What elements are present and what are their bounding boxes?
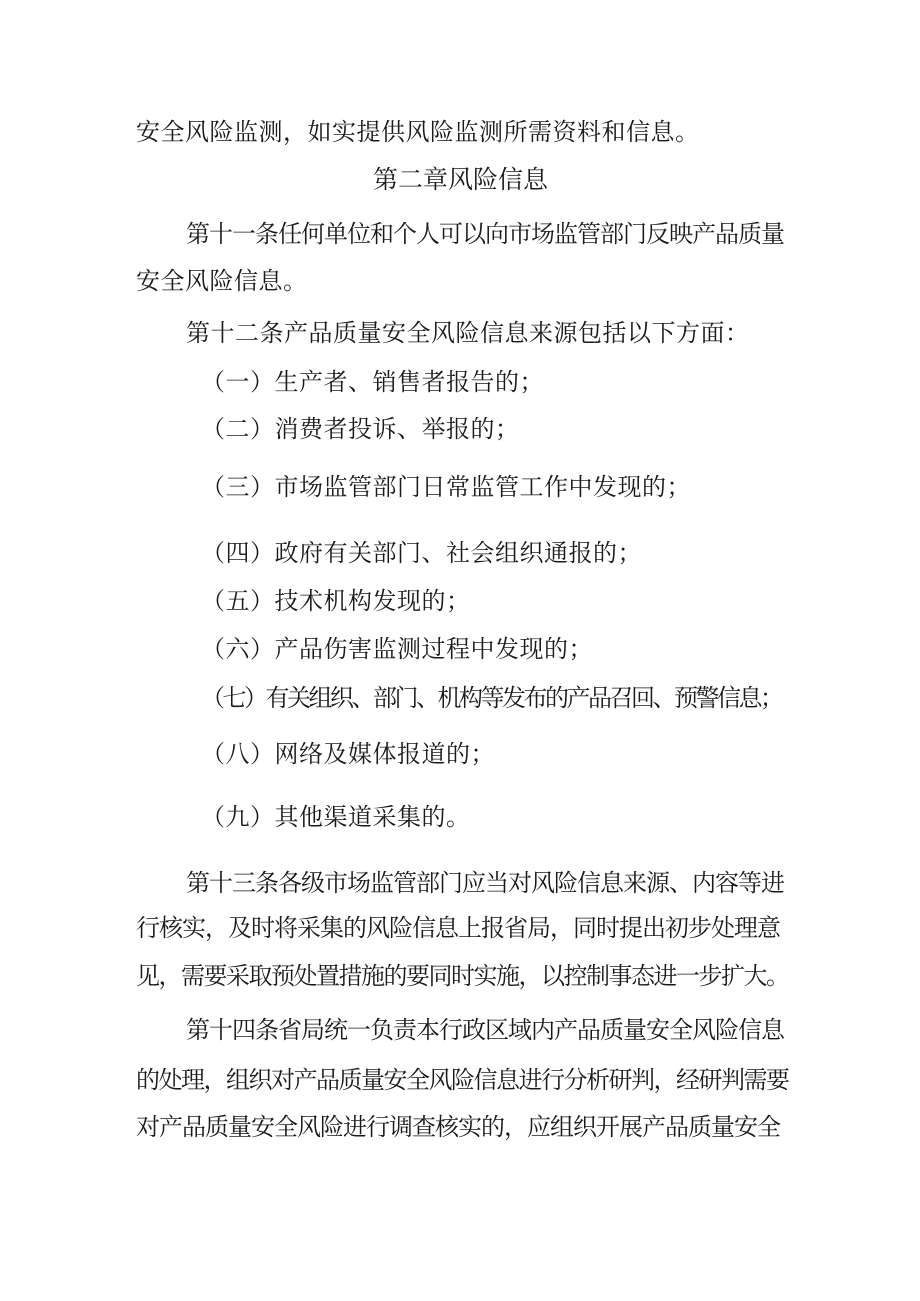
list-item: （九）其他渠道采集的。 [201,803,471,831]
text-line: 第十四条省局统一负责本行政区域内产品质量安全风险信息 [186,1016,784,1044]
text-line: 安全风险监测，如实提供风险监测所需资料和信息。 [136,118,700,146]
list-item: （八）网络及媒体报道的； [201,740,495,768]
list-item: （六）产品伤害监测过程中发现的； [201,635,593,663]
text-line: 第十一条任何单位和个人可以向市场监管部门反映产品质量 [186,220,784,248]
text-line: 安全风险信息。 [136,267,308,295]
list-item: （七）有关组织、部门、机构等发布的产品召回、预警信息； [201,684,782,712]
list-item: （二）消费者投诉、举报的； [201,415,520,443]
text-line: 的处理，组织对产品质量安全风险信息进行分析研判，经研判需要 [136,1066,789,1094]
list-item: （五）技术机构发现的； [201,587,471,615]
list-item: （四）政府有关部门、社会组织通报的； [201,539,642,567]
text-line: 行核实，及时将采集的风险信息上报省局，同时提出初步处理意 [136,914,780,942]
list-item: （一）生产者、销售者报告的； [201,368,544,396]
chapter-heading: 第二章风险信息 [373,165,549,194]
list-item: （三）市场监管部门日常监管工作中发现的； [201,473,691,501]
text-line: 见，需要采取预处置措施的要同时实施，以控制事态进一步扩大。 [136,962,789,990]
text-line: 对产品质量安全风险进行调查核实的，应组织开展产品质量安全 [136,1113,780,1141]
text-line: 第十三条各级市场监管部门应当对风险信息来源、内容等进 [186,869,784,897]
text-line: 第十二条产品质量安全风险信息来源包括以下方面： [186,319,750,347]
